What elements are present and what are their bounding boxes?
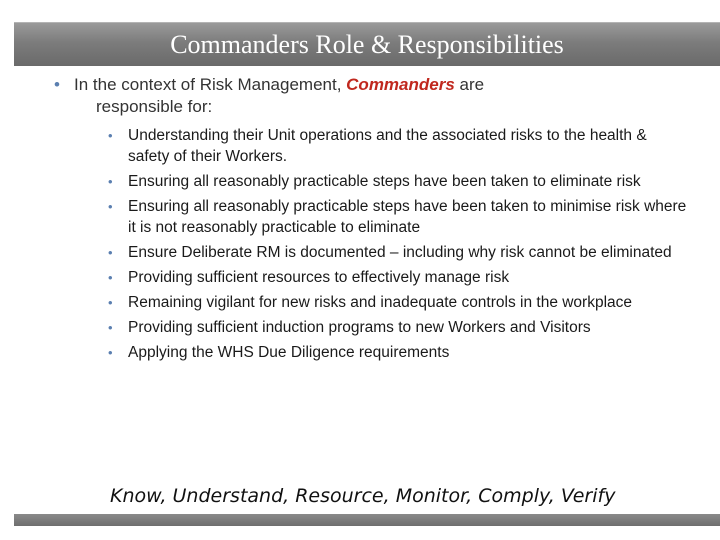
- list-item-text: Providing sufficient resources to effectively manage risk: [128, 269, 510, 286]
- bottom-bar: [14, 514, 720, 526]
- list-item-text: Providing sufficient induction programs to new Workers and Visitors: [128, 319, 591, 336]
- list-item-text: Remaining vigilant for new risks and inadequate controls in the workplace: [128, 294, 633, 311]
- list-item: [108, 317, 688, 338]
- list-item: [108, 171, 688, 192]
- bullet-icon: •: [108, 270, 113, 285]
- list-item-text: Ensuring all reasonably practicable steps have been taken to minimise risk where it is not reasonably practicable to eliminate: [128, 198, 687, 236]
- bullet-icon: •: [108, 174, 113, 189]
- list-item: [108, 267, 688, 288]
- list-item: [108, 125, 688, 167]
- intro-paragraph: [54, 74, 594, 118]
- intro-prefix: In the context of Risk Management,: [74, 75, 347, 94]
- intro-bullet: •: [54, 75, 60, 94]
- bullet-icon: •: [108, 345, 113, 360]
- list-item: [108, 242, 688, 263]
- list-item-text: Understanding their Unit operations and the associated risks to the health & safety of their Workers.: [128, 127, 647, 165]
- intro-emphasis: Commanders: [346, 75, 455, 94]
- list-item: [108, 196, 688, 238]
- bullet-icon: •: [108, 128, 113, 143]
- bullet-icon: •: [108, 320, 113, 335]
- bullet-icon: •: [108, 245, 113, 260]
- list-item-text: Ensuring all reasonably practicable steps have been taken to eliminate risk: [128, 173, 641, 190]
- slide-title: Commanders Role & Responsibilities: [170, 30, 564, 59]
- title-bar: [14, 22, 720, 66]
- intro-line2: responsible for:: [96, 97, 213, 116]
- list-item-text: Applying the WHS Due Diligence requirements: [128, 344, 450, 361]
- intro-suffix: are: [454, 75, 485, 94]
- bullet-icon: •: [108, 295, 113, 310]
- responsibility-list: [108, 125, 688, 367]
- list-item-text: Ensure Deliberate RM is documented – including why risk cannot be eliminated: [128, 244, 672, 261]
- bullet-icon: •: [108, 199, 113, 214]
- tagline: Know, Understand, Resource, Monitor, Comply, Verify: [110, 485, 616, 507]
- list-item: [108, 292, 688, 313]
- list-item: [108, 342, 688, 363]
